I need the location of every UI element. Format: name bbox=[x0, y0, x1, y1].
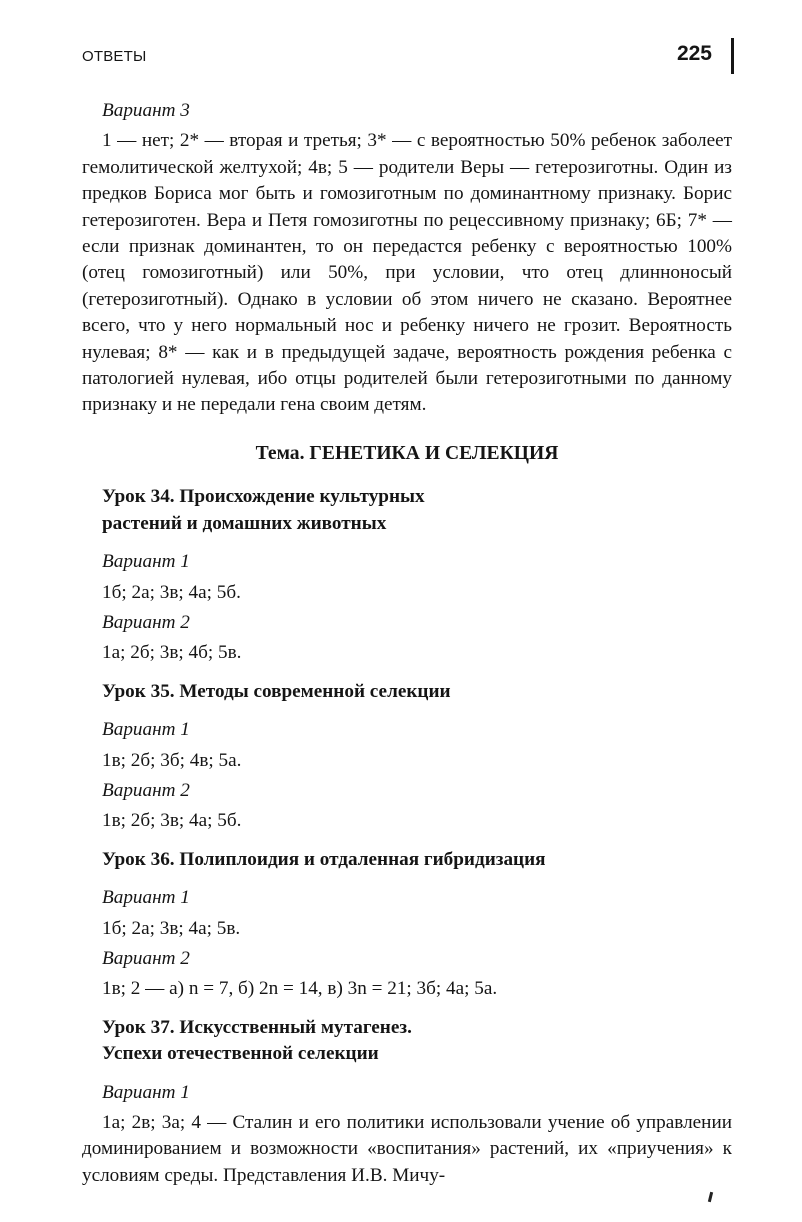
answer-line: 1в; 2б; 3в; 4а; 5б. bbox=[102, 810, 242, 832]
topic-heading: Тема. ГЕНЕТИКА И СЕЛЕКЦИЯ bbox=[255, 442, 559, 464]
lesson-title-line: Урок 34. Происхождение культурных bbox=[102, 486, 425, 508]
answer-line: 1б; 2а; 3в; 4а; 5б. bbox=[102, 581, 241, 603]
lesson-title-line: растений и домашних животных bbox=[102, 512, 387, 534]
variant-label: Вариант 1 bbox=[102, 887, 190, 909]
variant-label: Вариант 2 bbox=[102, 611, 190, 633]
answer-line: 1в; 2б; 3б; 4в; 5а. bbox=[102, 749, 242, 771]
answer-line: 1в; 2 — а) n = 7, б) 2n = 14, в) 3n = 21; 3б; 4а; 5а. bbox=[102, 978, 498, 1000]
running-head: ОТВЕТЫ bbox=[82, 48, 147, 65]
variant-label: Вариант 3 bbox=[102, 100, 190, 121]
lesson-heading bbox=[102, 847, 732, 873]
page-content bbox=[82, 98, 732, 1189]
variant-label: Вариант 2 bbox=[102, 947, 190, 969]
lesson-heading bbox=[102, 484, 732, 537]
lesson-title-line: Урок 35. Методы современной селекции bbox=[102, 680, 451, 702]
page-header bbox=[82, 44, 734, 84]
lesson-heading bbox=[102, 679, 732, 705]
lesson-title-line: Успехи отечественной селекции bbox=[102, 1043, 379, 1065]
page-number: 225 bbox=[676, 42, 712, 65]
variant-label: Вариант 1 bbox=[102, 719, 190, 741]
answer-line: 1а; 2б; 3в; 4б; 5в. bbox=[102, 642, 242, 664]
variant-label: Вариант 1 bbox=[102, 551, 190, 573]
header-rule bbox=[731, 38, 734, 74]
variant-label: Вариант 1 bbox=[102, 1081, 190, 1103]
answer-line: 1б; 2а; 3в; 4а; 5в. bbox=[102, 917, 241, 939]
lesson-title-line: Урок 37. Искусственный мутагенез. bbox=[102, 1016, 412, 1038]
answer-paragraph: 1а; 2в; 3а; 4 — Сталин и его политики использовали учение об управлении доминированием и возможности «воспитания» растений, их «приучения» к условиям среды. Представления И.В. Мичу- bbox=[82, 1112, 732, 1186]
answer-paragraph: 1 — нет; 2* — вторая и третья; 3* — с вероятностью 50% ребенок заболеет гемолитической желтухой; 4в; 5 — родители Веры — гетерозиготны. Один из предков Бориса мог быть и гомозиготным по доминантному признаку. Борис гетерозиготен. Вера и Петя гомозиготны по рецессивному признаку; 6Б; 7* — если признак доминантен, то он передастся ребенку с вероятностью 100% (отец гомозиготный) или 50%, при условии, что отец длинноносый (гетерозиготный). Однако в условии об этом ничего не сказано. Вероятнее всего, что у него нормальный нос и ребенку ничего не грозит. Вероятность нулевая; 8* — как и в предыдущей задаче, вероятность рождения ребенка с патологией нулевая, ибо отцы родителей были гетерозиготными по данному признаку и не передали гена своим детям. bbox=[82, 130, 732, 416]
lesson-title-line: Урок 36. Полиплоидия и отдаленная гибридизация bbox=[102, 848, 546, 870]
lesson-heading bbox=[102, 1015, 732, 1068]
variant-label: Вариант 2 bbox=[102, 779, 190, 801]
print-artifact bbox=[708, 1192, 713, 1202]
